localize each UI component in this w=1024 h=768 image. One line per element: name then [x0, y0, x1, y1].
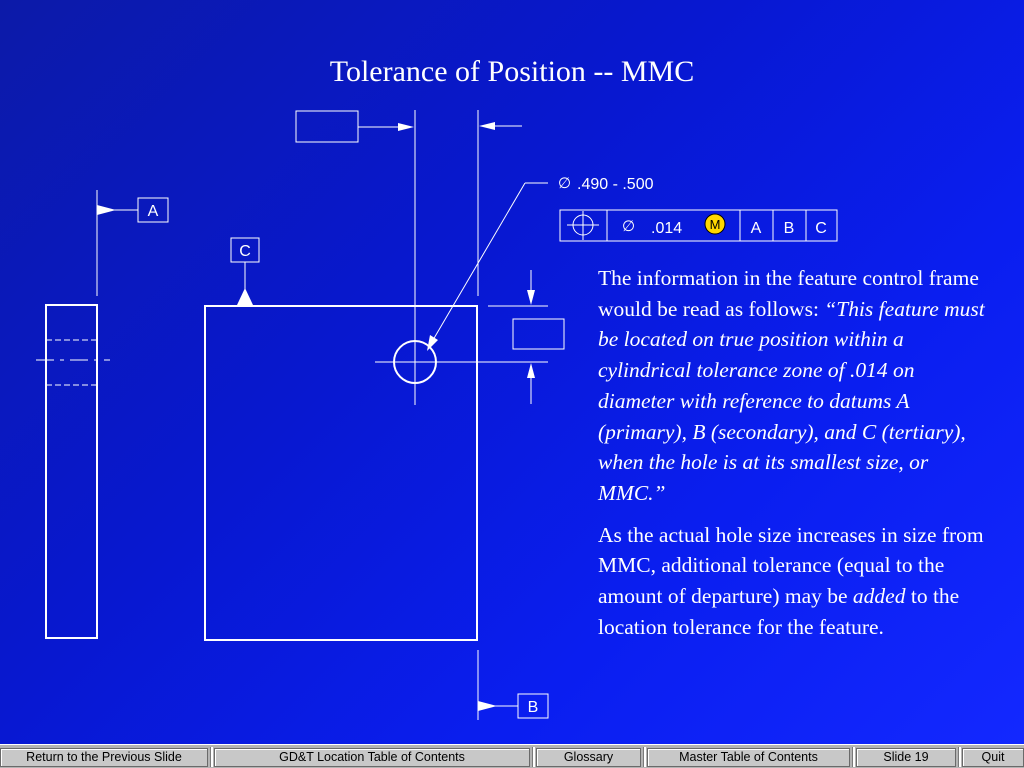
nav-separator: [958, 747, 961, 767]
fcf-diameter-symbol: ∅: [622, 218, 636, 235]
hole-leader-line: [433, 183, 525, 340]
navigation-bar: [0, 744, 1024, 768]
datum-a-arrow-icon: [97, 205, 116, 215]
nav-separator: [852, 747, 855, 767]
fcf-tolerance-value: .014: [651, 220, 683, 237]
quit-button[interactable]: Quit: [962, 748, 1024, 767]
datum-b-label: B: [527, 699, 539, 716]
slide-title: Tolerance of Position -- MMC: [329, 55, 695, 88]
return-previous-slide-button[interactable]: Return to the Previous Slide: [0, 748, 208, 767]
location-toc-button[interactable]: GD&T Location Table of Contents: [214, 748, 530, 767]
hole-leader-arrow-icon: [427, 335, 438, 351]
mmc-modifier-label: M: [709, 217, 721, 232]
datum-c-triangle-icon: [237, 288, 253, 305]
fcf-datum-ref-1: A: [750, 220, 762, 237]
vertical-dim-arrow-up-icon: [527, 363, 535, 378]
vertical-basic-dimension-box: [513, 319, 564, 349]
master-toc-button[interactable]: Master Table of Contents: [647, 748, 850, 767]
hole-diameter-symbol: ∅: [558, 175, 572, 192]
nav-separator: [532, 747, 535, 767]
fcf-datum-ref-2: B: [783, 220, 795, 237]
hole-size-text: .490 - .500: [577, 176, 654, 193]
horizontal-dim-arrow-left-icon: [479, 122, 495, 130]
nav-separator: [643, 747, 646, 767]
fcf-datum-ref-3: C: [815, 220, 827, 237]
datum-b-arrow-icon: [478, 701, 497, 711]
datum-c-label: C: [239, 243, 251, 260]
front-view-part: [205, 306, 477, 640]
paragraph-1: The information in the feature control frame would be read as follows: “This feature must be located on true position within a cylindrical tolerance zone of .014 on diameter with reference to datums A (primary), B (secondary), and C (tertiary), when the hole is at its smallest size, or MMC.”: [598, 266, 985, 505]
paragraph-2: As the actual hole size increases in size from MMC, additional tolerance (equal to the amount of departure) may be added to the location tolerance for the feature.: [598, 522, 984, 639]
position-symbol-icon: [567, 211, 599, 240]
side-view-part: [46, 305, 97, 638]
horizontal-dim-arrow-right-icon: [398, 123, 414, 131]
datum-a-label: A: [147, 203, 159, 220]
glossary-button[interactable]: Glossary: [536, 748, 641, 767]
slide-number-button[interactable]: Slide 19: [856, 748, 956, 767]
explanation-text: [598, 263, 988, 653]
vertical-dim-arrow-down-icon: [527, 290, 535, 305]
feature-control-frame: [560, 210, 837, 241]
nav-separator: [210, 747, 213, 767]
horizontal-basic-dimension-box: [296, 111, 358, 142]
